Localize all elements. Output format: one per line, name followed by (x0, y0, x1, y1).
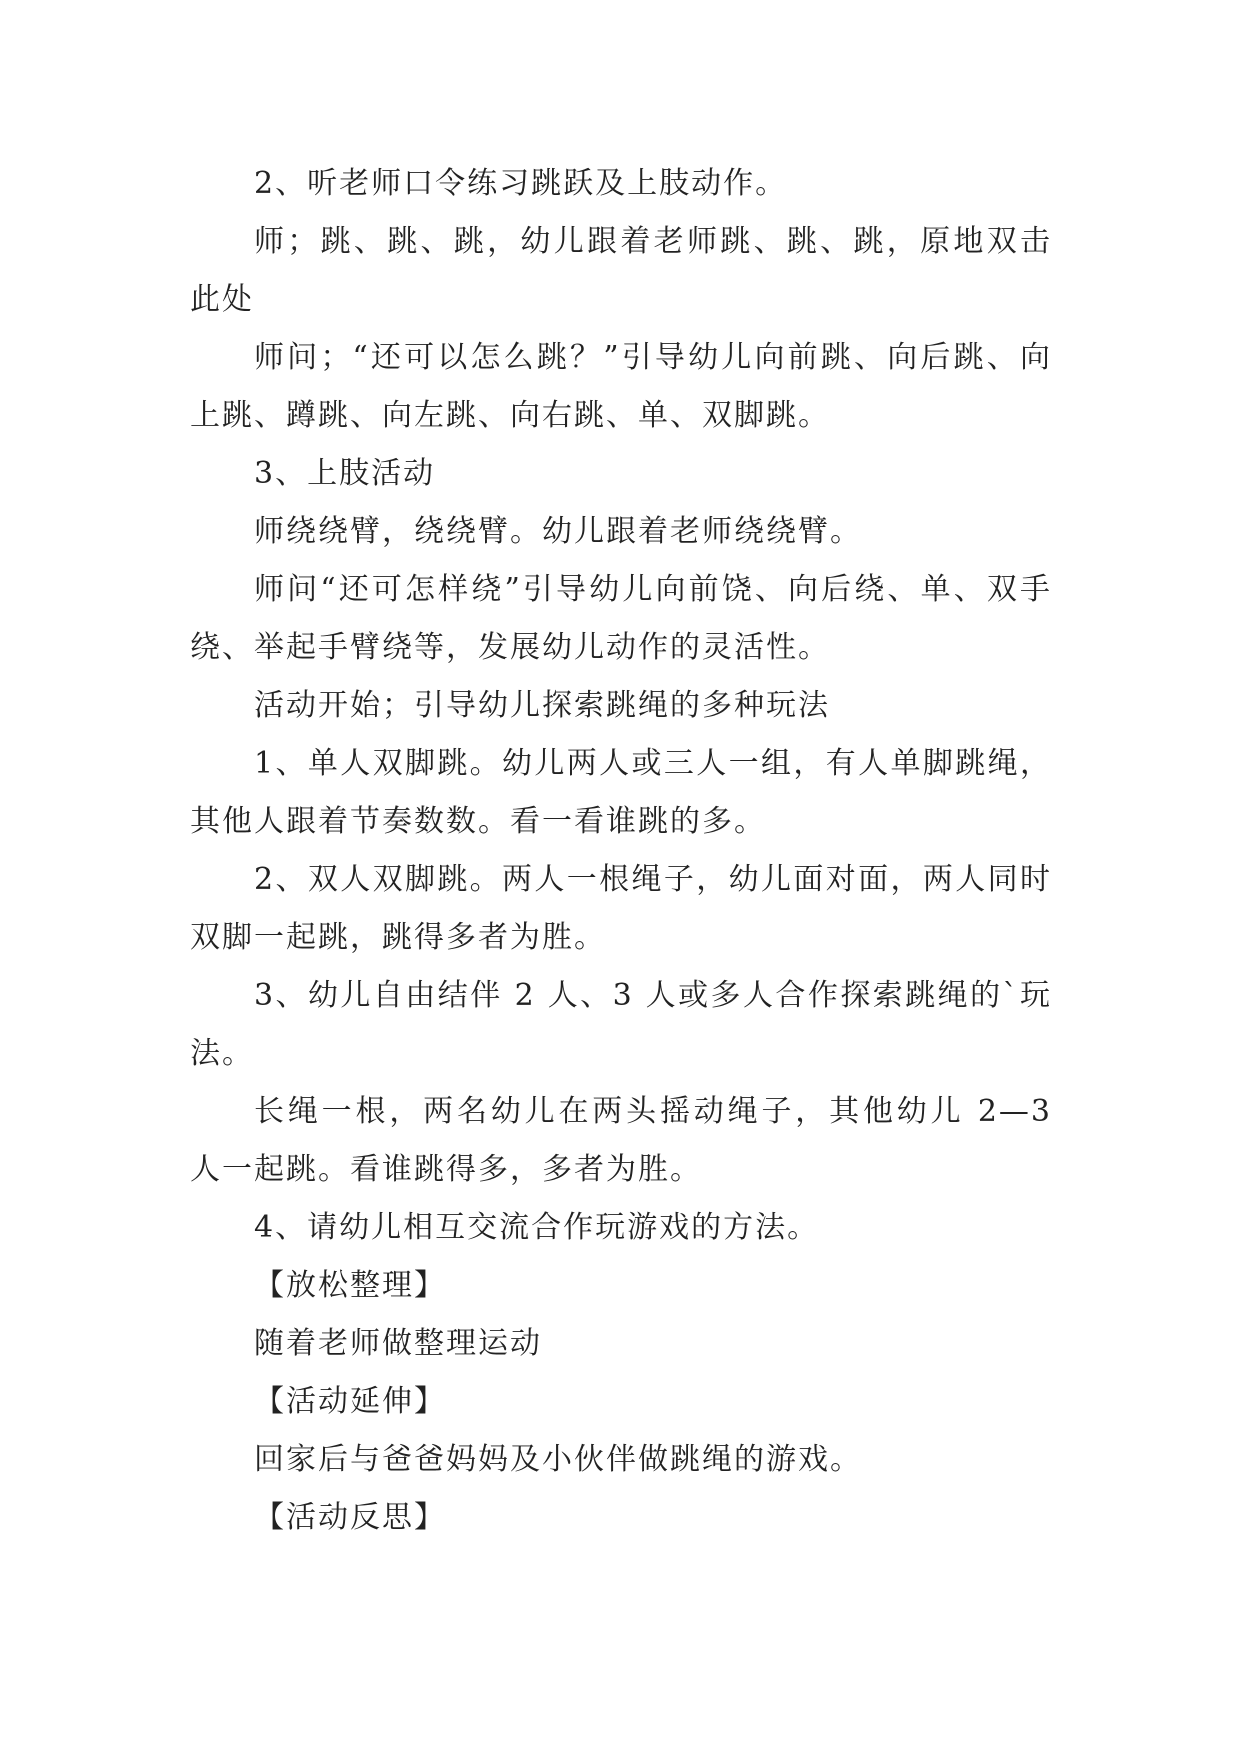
section-heading-reflection: 【活动反思】 (254, 1500, 446, 1535)
paragraph-exchange-methods: 4、请幼儿相互交流合作玩游戏的方法。 (254, 1210, 820, 1245)
paragraph-teacher-question-jump: 师问；“还可以怎么跳？”引导幼儿向前跳、向后跳、向上跳、蹲跳、向左跳、向右跳、单、双脚跳。 (190, 340, 1052, 433)
paragraph-long-rope: 长绳一根，两名幼儿在两头摇动绳子，其他幼儿 2—3 人一起跳。看谁跳得多，多者为胜。 (190, 1094, 1052, 1187)
paragraph-teacher-jump: 师；跳、跳、跳，幼儿跟着老师跳、跳、跳，原地双击此处 (190, 224, 1052, 317)
document-body (190, 155, 1052, 1547)
paragraph-home-game: 回家后与爸爸妈妈及小伙伴做跳绳的游戏。 (254, 1442, 862, 1477)
section-heading-relax: 【放松整理】 (254, 1268, 446, 1303)
paragraph-group-explore: 3、幼儿自由结伴 2 人、3 人或多人合作探索跳绳的`玩法。 (190, 978, 1052, 1071)
paragraph-teacher-question-circle: 师问“还可怎样绕”引导幼儿向前饶、向后绕、单、双手绕、举起手臂绕等，发展幼儿动作的灵活性。 (190, 572, 1052, 665)
paragraph-upper-limb-heading: 3、上肢活动 (254, 456, 436, 491)
paragraph-jump-practice: 2、听老师口令练习跳跃及上肢动作。 (254, 166, 788, 201)
paragraph-arm-circles: 师绕绕臂，绕绕臂。幼儿跟着老师绕绕臂。 (254, 514, 862, 549)
paragraph-single-jump: 1、单人双脚跳。幼儿两人或三人一组，有人单脚跳绳，其他人跟着节奏数数。看一看谁跳的多。 (190, 746, 1052, 839)
paragraph-double-jump: 2、双人双脚跳。两人一根绳子，幼儿面对面，两人同时双脚一起跳，跳得多者为胜。 (190, 862, 1052, 955)
paragraph-activity-start: 活动开始；引导幼儿探索跳绳的多种玩法 (254, 688, 830, 723)
paragraph-relax-exercise: 随着老师做整理运动 (254, 1326, 542, 1361)
section-heading-extension: 【活动延伸】 (254, 1384, 446, 1419)
